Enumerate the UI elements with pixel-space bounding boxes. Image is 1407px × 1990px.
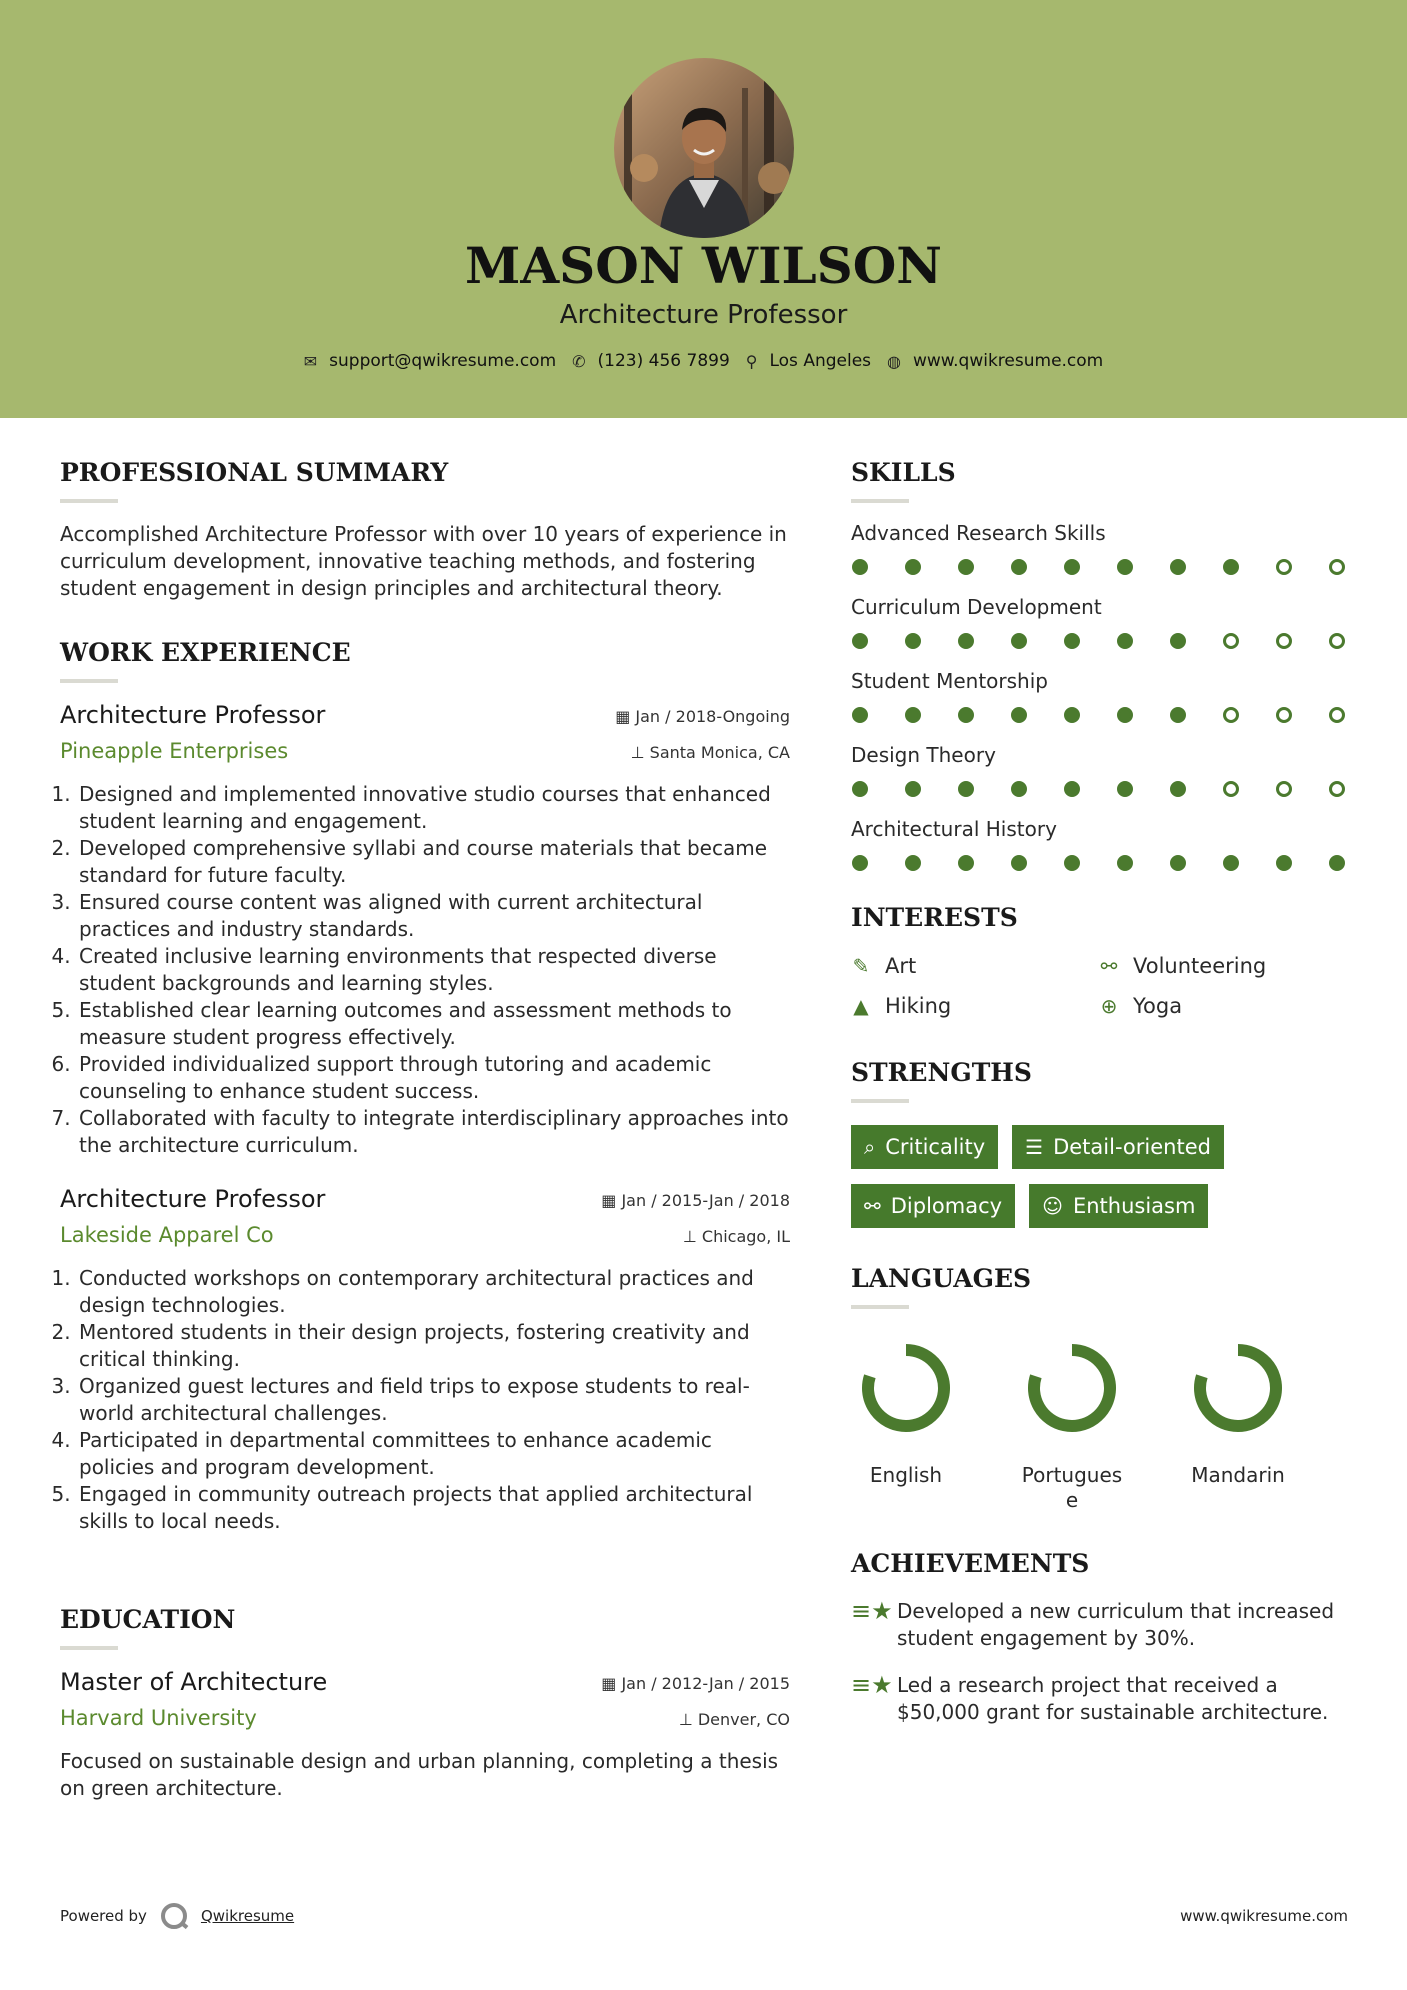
globe-icon: ◍ xyxy=(887,351,901,371)
achievements-section xyxy=(851,1549,1351,1726)
achievement-text: Led a research project that received a $50,000 grant for sustainable architecture. xyxy=(897,1673,1329,1724)
section-divider xyxy=(60,679,118,683)
contact-website-text: www.qwikresume.com xyxy=(912,351,1104,371)
skill-dot-filled xyxy=(1064,559,1080,575)
job-entry xyxy=(60,1185,790,1535)
contact-email-text: support@qwikresume.com xyxy=(329,351,557,371)
section-divider xyxy=(60,499,118,503)
language-item xyxy=(1017,1333,1127,1513)
section-divider xyxy=(851,1099,909,1103)
language-item xyxy=(1183,1333,1293,1513)
degree-title: Master of Architecture xyxy=(60,1668,328,1696)
skill-dot-filled xyxy=(1064,855,1080,871)
language-item xyxy=(851,1333,961,1513)
summary-heading: PROFESSIONAL SUMMARY xyxy=(60,458,449,487)
skill-name: Curriculum Development xyxy=(851,595,1102,619)
skill-dot-filled xyxy=(852,781,868,797)
strength-badge xyxy=(1029,1184,1208,1228)
skill-dot-empty xyxy=(1329,559,1345,575)
interests-heading: INTERESTS xyxy=(851,903,1018,932)
skill-dot-filled xyxy=(958,855,974,871)
language-progress-ring xyxy=(1017,1333,1127,1443)
skill-dot-filled xyxy=(1170,707,1186,723)
skill-dot-empty xyxy=(1276,633,1292,649)
strength-badge xyxy=(851,1125,998,1169)
achievement-text: Developed a new curriculum that increased student engagement by 30%. xyxy=(897,1599,1335,1650)
list-item: 5. Established clear learning outcomes and assessment methods to measure student progress effectively. xyxy=(77,997,790,1051)
skill-dot-filled xyxy=(1117,559,1133,575)
skill-dot-empty xyxy=(1276,707,1292,723)
contact-location xyxy=(746,351,871,371)
job-title: Architecture Professor xyxy=(60,1185,326,1213)
skill-dot-empty xyxy=(1276,781,1292,797)
summary-section xyxy=(60,458,790,602)
skill-dot-filled xyxy=(958,707,974,723)
list-item: 2. Mentored students in their design projects, fostering creativity and critical thinking. xyxy=(77,1319,790,1373)
job-date: ▦ Jan / 2015-Jan / 2018 xyxy=(601,1191,790,1210)
skill-name: Student Mentorship xyxy=(851,669,1048,693)
strength-label: Detail-oriented xyxy=(1053,1135,1211,1159)
skill-dot-filled xyxy=(1117,633,1133,649)
summary-text: Accomplished Architecture Professor with over 10 years of experience in curriculum development, innovative teaching methods, and fostering student engagement in design principles and architectural theory. xyxy=(60,522,787,600)
skill-dot-filled xyxy=(905,855,921,871)
section-divider xyxy=(60,1646,118,1650)
handshake-icon: ⚯ xyxy=(1100,954,1118,978)
strength-label: Enthusiasm xyxy=(1072,1194,1196,1218)
skill-dot-empty xyxy=(1329,707,1345,723)
skill-dot-filled xyxy=(958,781,974,797)
job-bullets xyxy=(60,1265,790,1535)
skill-dot-filled xyxy=(1170,633,1186,649)
contact-location-text: Los Angeles xyxy=(769,351,872,371)
languages-heading: LANGUAGES xyxy=(851,1264,1032,1293)
search-icon: ⌕ xyxy=(864,1135,876,1159)
skill-dot-filled xyxy=(905,559,921,575)
footer-site-link[interactable]: www.qwikresume.com xyxy=(1180,1907,1348,1925)
skill-item xyxy=(851,521,1351,575)
footer-powered-by xyxy=(60,1903,294,1929)
list-item: 5. Engaged in community outreach projects that applied architectural skills to local needs. xyxy=(77,1481,790,1535)
strength-badge xyxy=(851,1184,1015,1228)
education-heading: EDUCATION xyxy=(60,1605,236,1634)
languages-section xyxy=(851,1264,1351,1513)
job-location: ⊥ Santa Monica, CA xyxy=(630,743,790,762)
skill-dot-filled xyxy=(1276,855,1292,871)
job-location: ⊥ Chicago, IL xyxy=(682,1227,790,1246)
job-title: Architecture Professor xyxy=(60,701,326,729)
candidate-title: Architecture Professor xyxy=(559,300,848,330)
skill-name: Advanced Research Skills xyxy=(851,521,1106,545)
interest-label: Art xyxy=(885,954,917,978)
language-progress-ring xyxy=(1183,1333,1293,1443)
skill-rating xyxy=(851,781,1351,797)
job-company: Pineapple Enterprises xyxy=(60,739,289,763)
pushpin-icon: ⊥ xyxy=(630,743,645,762)
handshake-icon: ⚯ xyxy=(864,1194,881,1218)
contact-bar xyxy=(0,351,1407,371)
skill-name: Architectural History xyxy=(851,817,1057,841)
contact-phone-text: (123) 456 7899 xyxy=(597,351,730,371)
profile-photo xyxy=(614,58,794,238)
strength-label: Diplomacy xyxy=(890,1194,1003,1218)
skill-dot-empty xyxy=(1329,781,1345,797)
education-location: ⊥ Denver, CO xyxy=(678,1710,790,1729)
strength-label: Criticality xyxy=(885,1135,986,1159)
achievement-item xyxy=(851,1598,1351,1652)
map-pin-icon: ⚲ xyxy=(745,351,758,371)
skill-rating xyxy=(851,855,1351,871)
candidate-name: MASON WILSON xyxy=(465,236,942,295)
skill-dot-filled xyxy=(1223,559,1239,575)
contact-phone[interactable] xyxy=(572,351,730,371)
list-item: 3. Organized guest lectures and field trips to expose students to real-world architectural challenges. xyxy=(77,1373,790,1427)
language-name: Portugues e xyxy=(1021,1463,1123,1512)
interest-item xyxy=(851,954,1099,978)
job-entry xyxy=(60,701,790,1159)
interest-label: Volunteering xyxy=(1133,954,1267,978)
skill-dot-filled xyxy=(1117,707,1133,723)
strengths-heading: STRENGTHS xyxy=(851,1058,1032,1087)
skill-dot-filled xyxy=(1064,707,1080,723)
skill-dot-filled xyxy=(1011,559,1027,575)
education-date: ▦ Jan / 2012-Jan / 2015 xyxy=(601,1674,790,1693)
skill-dot-filled xyxy=(852,559,868,575)
achievement-item xyxy=(851,1672,1351,1726)
list-item: 7. Collaborated with faculty to integrate interdisciplinary approaches into the architecture curriculum. xyxy=(77,1105,790,1159)
star-award-icon: ≡★ xyxy=(851,1671,893,1699)
interest-item xyxy=(1099,954,1347,978)
skill-item xyxy=(851,817,1351,871)
skill-dot-empty xyxy=(1223,781,1239,797)
list-item: 1. Conducted workshops on contemporary architectural practices and design technologies. xyxy=(77,1265,790,1319)
left-column xyxy=(60,458,790,1802)
skill-item xyxy=(851,743,1351,797)
strength-badge xyxy=(1012,1125,1224,1169)
resume-header xyxy=(0,0,1407,418)
skill-rating xyxy=(851,633,1351,649)
envelope-icon: ✉ xyxy=(303,351,318,371)
powered-by-text: Powered by xyxy=(60,1907,147,1925)
list-item: 2. Developed comprehensive syllabi and course materials that became standard for future faculty. xyxy=(77,835,790,889)
skill-dot-filled xyxy=(852,707,868,723)
skill-dot-filled xyxy=(1064,781,1080,797)
achievements-heading: ACHIEVEMENTS xyxy=(851,1549,1090,1578)
skill-dot-filled xyxy=(852,633,868,649)
qwikresume-logo-icon xyxy=(161,1903,187,1929)
skills-heading: SKILLS xyxy=(851,458,956,487)
list-item: 1. Designed and implemented innovative studio courses that enhanced student learning and engagement. xyxy=(77,781,790,835)
language-progress-arc xyxy=(1200,1350,1276,1426)
skill-dot-filled xyxy=(852,855,868,871)
interest-item xyxy=(851,994,1099,1018)
skill-dot-filled xyxy=(1170,855,1186,871)
calendar-icon: ▦ xyxy=(601,1191,617,1210)
skill-dot-filled xyxy=(905,707,921,723)
list-item: 6. Provided individualized support through tutoring and academic counseling to enhance student success. xyxy=(77,1051,790,1105)
list-item: 4. Created inclusive learning environments that respected diverse student backgrounds and learning styles. xyxy=(77,943,790,997)
skill-name: Design Theory xyxy=(851,743,996,767)
skill-dot-filled xyxy=(1223,855,1239,871)
skill-dot-empty xyxy=(1329,633,1345,649)
tree-icon: ▲ xyxy=(853,994,869,1018)
language-progress-arc xyxy=(1034,1350,1110,1426)
skills-section xyxy=(851,458,1351,871)
skill-dot-filled xyxy=(958,559,974,575)
skill-dot-empty xyxy=(1276,559,1292,575)
strengths-section xyxy=(851,1058,1351,1228)
lifebuoy-icon: ⊕ xyxy=(1100,994,1118,1018)
skill-dot-filled xyxy=(1170,559,1186,575)
brand-link[interactable]: Qwikresume xyxy=(200,1907,295,1925)
skill-dot-filled xyxy=(905,633,921,649)
contact-email[interactable] xyxy=(304,351,556,371)
list-item: 4. Participated in departmental committees to enhance academic policies and program development. xyxy=(77,1427,790,1481)
language-progress-arc xyxy=(868,1350,944,1426)
language-name: English xyxy=(869,1463,943,1487)
language-name: Mandarin xyxy=(1191,1463,1285,1487)
calendar-icon: ▦ xyxy=(601,1674,617,1693)
star-award-icon: ≡★ xyxy=(851,1597,893,1625)
right-column xyxy=(851,458,1351,1726)
job-date: ▦ Jan / 2018-Ongoing xyxy=(615,707,790,726)
interest-label: Yoga xyxy=(1133,994,1183,1018)
education-description: Focused on sustainable design and urban planning, completing a thesis on green architecture. xyxy=(60,1749,779,1800)
skill-dot-filled xyxy=(1011,633,1027,649)
interest-label: Hiking xyxy=(885,994,952,1018)
section-divider xyxy=(851,1305,909,1309)
interest-item xyxy=(1099,994,1347,1018)
list-item: 3. Ensured course content was aligned with current architectural practices and industry standards. xyxy=(77,889,790,943)
calendar-icon: ▦ xyxy=(615,707,631,726)
paintbrush-icon: ✎ xyxy=(852,954,870,978)
experience-heading: WORK EXPERIENCE xyxy=(60,638,351,667)
language-progress-ring xyxy=(851,1333,961,1443)
skills-list xyxy=(851,521,1351,871)
skill-dot-filled xyxy=(1011,707,1027,723)
skill-dot-empty xyxy=(1223,707,1239,723)
contact-website[interactable] xyxy=(887,351,1103,371)
interests-section xyxy=(851,903,1351,1018)
skill-rating xyxy=(851,559,1351,575)
skill-dot-filled xyxy=(1064,633,1080,649)
list-icon: ☰ xyxy=(1025,1135,1044,1159)
skill-dot-filled xyxy=(958,633,974,649)
skill-dot-filled xyxy=(1170,781,1186,797)
section-divider xyxy=(851,499,909,503)
pushpin-icon: ⊥ xyxy=(682,1227,697,1246)
job-bullets xyxy=(60,781,790,1159)
skill-item xyxy=(851,669,1351,723)
skill-dot-filled xyxy=(1329,855,1345,871)
skill-dot-filled xyxy=(1011,855,1027,871)
skill-dot-filled xyxy=(1117,855,1133,871)
skill-dot-filled xyxy=(1117,781,1133,797)
job-company: Lakeside Apparel Co xyxy=(60,1223,274,1247)
experience-section xyxy=(60,638,790,1535)
school-name: Harvard University xyxy=(60,1706,257,1730)
phone-icon: ✆ xyxy=(572,351,586,371)
skill-dot-empty xyxy=(1223,633,1239,649)
smile-icon: ☺ xyxy=(1042,1194,1063,1218)
skill-rating xyxy=(851,707,1351,723)
skill-item xyxy=(851,595,1351,649)
skill-dot-filled xyxy=(1011,781,1027,797)
education-section xyxy=(60,1605,790,1802)
pushpin-icon: ⊥ xyxy=(678,1710,693,1729)
skill-dot-filled xyxy=(905,781,921,797)
